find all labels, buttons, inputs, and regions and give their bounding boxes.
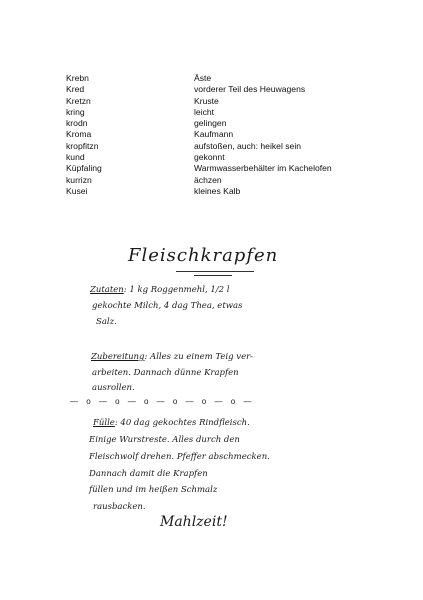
glossary-row xyxy=(66,141,332,152)
glossary-term: Kroma xyxy=(66,129,92,140)
glossary-row xyxy=(66,73,332,84)
title-underline-short xyxy=(194,275,232,276)
glossary-term: Küpfaling xyxy=(66,163,102,174)
glossary-term: Kusei xyxy=(66,185,88,196)
preparation-heading: Zubereitung xyxy=(91,352,145,362)
glossary-definition: aufstoßen, auch: heikel sein xyxy=(194,140,302,151)
glossary-definition: leicht xyxy=(194,106,215,117)
glossary-term: kropfitzn xyxy=(66,140,99,151)
filling-line-1 xyxy=(93,418,250,428)
glossary-row xyxy=(66,118,332,129)
filling-text: : 40 dag gekochtes Rindfleisch. xyxy=(114,418,250,428)
glossary-term: kurrizn xyxy=(66,174,92,185)
glossary-definition: Äste xyxy=(194,73,212,83)
preparation-line-2: arbeiten. Dannach dünne Krapfen xyxy=(92,368,239,378)
glossary-definition: gekonnt xyxy=(194,152,225,163)
glossary-term: kring xyxy=(66,106,85,117)
filling-line-6: rausbacken. xyxy=(93,502,146,512)
glossary-row xyxy=(66,163,332,174)
glossary-definition: gelingen xyxy=(194,118,227,129)
filling-line-2: Einige Wurstreste. Alles durch den xyxy=(89,435,240,445)
filling-line-4: Dannach damit die Krapfen xyxy=(89,469,208,479)
closing-signoff: Mahlzeit! xyxy=(160,514,228,530)
ingredients-line-2: gekochte Milch, 4 dag Thea, etwas xyxy=(92,301,243,311)
divider-line: — o — o — o — o — o — o — xyxy=(70,397,255,406)
glossary-term: Kred xyxy=(66,84,85,95)
preparation-line-3: ausrollen. xyxy=(92,383,135,393)
filling-line-3: Fleischwolf drehen. Pfeffer abschmecken. xyxy=(89,452,270,462)
title-underline xyxy=(176,271,254,272)
glossary-row xyxy=(66,186,332,197)
preparation-line-1 xyxy=(91,352,253,362)
filling-heading: Fülle xyxy=(93,418,115,428)
glossary-row xyxy=(66,175,332,186)
glossary-term: Kretzn xyxy=(66,95,91,106)
glossary-row xyxy=(66,107,332,118)
ingredients-text: : 1 kg Roggenmehl, 1/2 l xyxy=(123,285,230,295)
glossary-table xyxy=(66,73,332,197)
glossary-definition: ächzen xyxy=(194,174,222,185)
glossary-row xyxy=(66,96,332,107)
glossary-term: krodn xyxy=(66,118,88,129)
ingredients-line-3: Salz. xyxy=(96,317,117,327)
glossary-term: Krebn xyxy=(66,73,89,83)
filling-line-5: füllen und im heißen Schmalz xyxy=(89,485,218,495)
glossary-term: kund xyxy=(66,152,85,163)
ingredients-line-1 xyxy=(90,285,229,295)
recipe-title: Fleischkrapfen xyxy=(128,245,279,266)
glossary-definition: Kaufmann xyxy=(194,129,234,140)
preparation-text: : Alles zu einem Teig ver- xyxy=(144,352,254,362)
glossary-definition: kleines Kalb xyxy=(194,185,241,196)
ingredients-heading: Zutaten xyxy=(90,285,124,295)
glossary-definition: Warmwasserbehälter im Kachelofen xyxy=(194,163,332,174)
glossary-row xyxy=(66,152,332,163)
glossary-definition: Kruste xyxy=(194,95,219,106)
glossary-row xyxy=(66,129,332,140)
glossary-row xyxy=(66,84,332,95)
glossary-definition: vorderer Teil des Heuwagens xyxy=(194,84,306,95)
